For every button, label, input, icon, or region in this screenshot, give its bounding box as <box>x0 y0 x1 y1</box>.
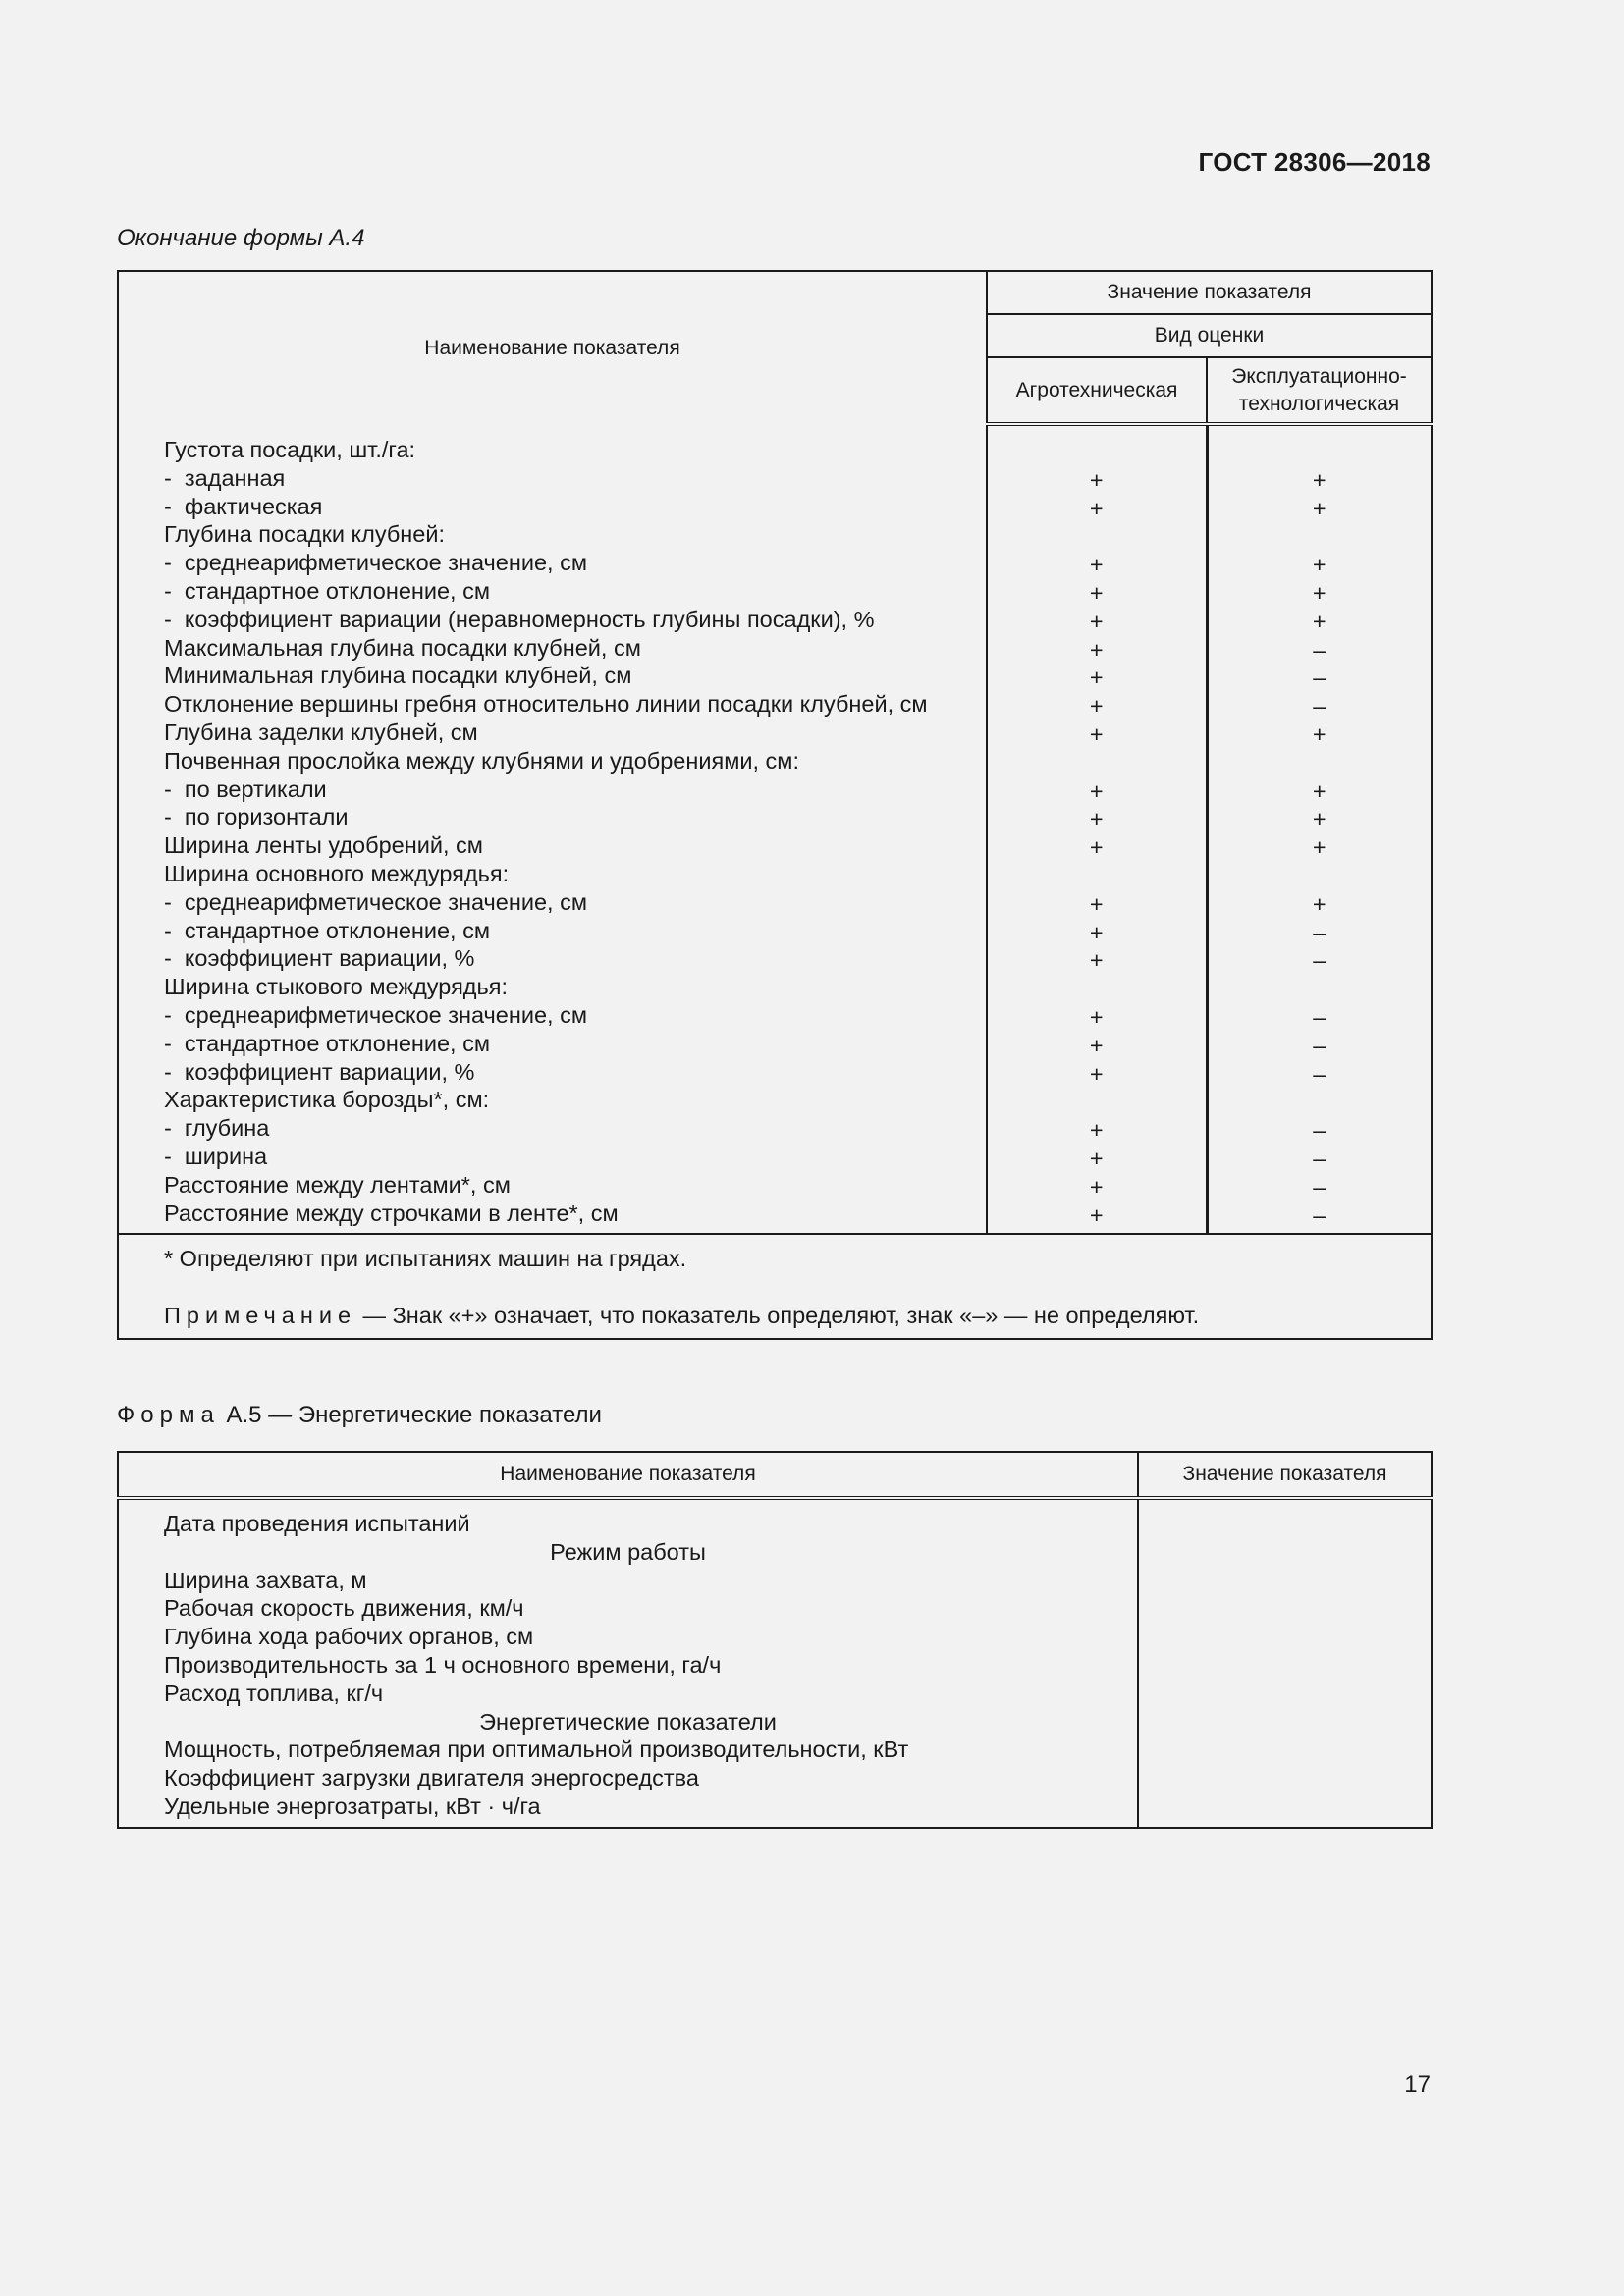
indicator-label: Ширина стыкового междурядья: <box>164 974 509 1000</box>
agro-mark: + <box>1089 806 1104 832</box>
indicator-row <box>164 1086 986 1114</box>
list-dash: - <box>164 550 185 576</box>
indicator-row: Мощность, потребляемая при оптимальной производительности, кВт <box>164 1736 909 1763</box>
exploit-mark: + <box>1312 721 1326 747</box>
list-dash: - <box>164 1030 185 1056</box>
page-number: 17 <box>1404 2071 1431 2098</box>
indicator-row: Удельные энергозатраты, кВт · ч/га <box>164 1792 541 1819</box>
agro-mark: + <box>1089 834 1104 861</box>
exploit-mark: + <box>1312 777 1326 804</box>
indicator-row <box>164 634 986 663</box>
indicator-label: Почвенная прослойка между клубнями и удобрениями, см: <box>164 747 799 774</box>
column-header-exploit-line-2: технологическая <box>1238 392 1400 415</box>
section-heading: Энергетические показатели <box>479 1708 777 1735</box>
indicator-label: Глубина заделки клубней, см <box>164 719 478 745</box>
exploit-mark: – <box>1313 1003 1326 1030</box>
indicator-row <box>164 917 986 945</box>
exploit-marks <box>1209 438 1432 1229</box>
agro-mark <box>988 522 1206 551</box>
form-a5-caption-text: А.5 — Энергетические показатели <box>219 1402 602 1428</box>
agro-mark: + <box>1089 890 1104 917</box>
indicator-row <box>164 1143 986 1171</box>
exploit-mark: + <box>1312 806 1326 832</box>
agro-mark: + <box>1089 466 1104 493</box>
indicator-row <box>164 831 986 860</box>
agro-mark <box>988 749 1206 777</box>
agro-mark: + <box>1089 1201 1104 1228</box>
indicator-row <box>164 690 986 719</box>
indicator-row: Дата проведения испытаний <box>164 1511 470 1536</box>
column-header-exploit-line-1: Эксплуатационно- <box>1231 364 1407 388</box>
exploit-mark: + <box>1312 466 1326 493</box>
indicator-label: Характеристика борозды*, см: <box>164 1087 490 1113</box>
list-dash: - <box>164 606 185 632</box>
column-header-agro: Агротехническая <box>987 357 1207 424</box>
indicator-label: по вертикали <box>184 775 327 802</box>
form-a4-table <box>117 270 1433 1340</box>
indicator-label: Расстояние между строчками в ленте*, см <box>164 1200 619 1226</box>
indicator-label: фактическая <box>184 493 323 519</box>
a5-column-header-value: Значение показателя <box>1138 1452 1432 1498</box>
note <box>164 1302 1431 1330</box>
exploit-mark <box>1209 749 1432 777</box>
agro-mark: + <box>1089 552 1104 578</box>
list-dash: - <box>164 804 185 830</box>
indicator-label: стандартное отклонение, см <box>184 1030 491 1056</box>
a5-indicator-list <box>118 1498 1138 1828</box>
a5-indicator-labels <box>119 1510 1137 1821</box>
list-dash: - <box>164 1115 185 1142</box>
indicator-row <box>164 1030 986 1058</box>
exploit-mark <box>1209 522 1432 551</box>
agro-mark: + <box>1089 665 1104 691</box>
agro-mark: + <box>1089 1117 1104 1144</box>
list-dash: - <box>164 1058 185 1085</box>
agro-column <box>987 424 1207 1234</box>
agro-mark: + <box>1089 1060 1104 1087</box>
agro-mark: + <box>1089 1173 1104 1200</box>
indicator-row: Ширина захвата, м <box>164 1567 367 1593</box>
indicator-row <box>164 577 986 606</box>
list-dash: - <box>164 464 185 491</box>
indicator-label: коэффициент вариации (неравномерность глубины посадки), % <box>184 606 875 632</box>
indicator-row <box>164 747 986 775</box>
exploit-mark: + <box>1312 495 1326 521</box>
list-dash: - <box>164 1001 185 1028</box>
agro-mark <box>988 438 1206 466</box>
note-text: — Знак «+» означает, что показатель определяют, знак «–» — не определяют. <box>356 1303 1200 1329</box>
exploit-mark: + <box>1312 890 1326 917</box>
agro-mark: + <box>1089 1145 1104 1171</box>
list-dash: - <box>164 775 185 802</box>
list-dash: - <box>164 577 185 604</box>
indicator-row <box>164 1001 986 1030</box>
exploit-mark: – <box>1313 1145 1326 1171</box>
indicator-label: ширина <box>184 1143 268 1169</box>
exploit-mark: – <box>1313 1201 1326 1228</box>
exploit-mark: – <box>1313 1117 1326 1144</box>
a5-column-header-name: Наименование показателя <box>118 1452 1138 1498</box>
indicator-list <box>118 424 987 1234</box>
agro-mark: + <box>1089 636 1104 663</box>
column-header-name: Наименование показателя <box>424 336 680 359</box>
indicator-row: Коэффициент загрузки двигателя энергосредства <box>164 1765 699 1791</box>
indicator-row <box>164 493 986 521</box>
indicator-label: среднеарифметическое значение, см <box>184 888 587 915</box>
indicator-row <box>164 860 986 888</box>
agro-marks <box>988 438 1206 1229</box>
indicator-row <box>164 803 986 831</box>
indicator-label: стандартное отклонение, см <box>184 917 491 943</box>
indicator-label: стандартное отклонение, см <box>184 577 491 604</box>
indicator-row <box>164 464 986 493</box>
indicator-label: среднеарифметическое значение, см <box>184 550 587 576</box>
indicator-label: коэффициент вариации, % <box>184 1058 475 1085</box>
indicator-row: Рабочая скорость движения, км/ч <box>164 1595 524 1622</box>
column-header-value: Значение показателя <box>987 271 1432 314</box>
indicator-label: среднеарифметическое значение, см <box>184 1001 587 1028</box>
indicator-labels <box>119 436 986 1227</box>
column-header-exploit <box>1207 357 1432 424</box>
indicator-row <box>164 549 986 577</box>
column-header-assessment: Вид оценки <box>987 314 1432 357</box>
indicator-label: Отклонение вершины гребня относительно линии посадки клубней, см <box>164 691 928 718</box>
exploit-mark: – <box>1313 665 1326 691</box>
exploit-mark: – <box>1313 919 1326 945</box>
list-dash: - <box>164 917 185 943</box>
indicator-label: коэффициент вариации, % <box>184 945 475 972</box>
list-dash: - <box>164 1143 185 1169</box>
agro-mark: + <box>1089 579 1104 606</box>
exploit-mark <box>1209 975 1432 1003</box>
indicator-row <box>164 1114 986 1143</box>
indicator-row <box>164 1171 986 1200</box>
indicator-row: Глубина хода рабочих органов, см <box>164 1624 534 1650</box>
form-a5-caption-label: Форма <box>117 1402 220 1428</box>
exploit-mark: – <box>1313 1060 1326 1087</box>
agro-mark: + <box>1089 1032 1104 1058</box>
exploit-mark: – <box>1313 1173 1326 1200</box>
list-dash: - <box>164 493 185 519</box>
agro-mark: + <box>1089 495 1104 521</box>
exploit-mark: – <box>1313 636 1326 663</box>
agro-mark: + <box>1089 721 1104 747</box>
exploit-mark <box>1209 438 1432 466</box>
exploit-mark: – <box>1313 1032 1326 1058</box>
indicator-label: Максимальная глубина посадки клубней, см <box>164 634 641 661</box>
indicator-row: Производительность за 1 ч основного времени, га/ч <box>164 1651 722 1678</box>
agro-mark <box>988 1088 1206 1116</box>
form-a5-caption <box>117 1402 602 1429</box>
indicator-row: Расход топлива, кг/ч <box>164 1680 384 1706</box>
a5-value-column <box>1138 1498 1432 1828</box>
note-label: Примечание <box>164 1303 357 1329</box>
indicator-label: глубина <box>184 1115 270 1142</box>
agro-mark: + <box>1089 608 1104 634</box>
exploit-mark: + <box>1312 552 1326 578</box>
section-heading: Режим работы <box>550 1538 706 1565</box>
indicator-row <box>164 719 986 747</box>
indicator-label: Ширина ленты удобрений, см <box>164 832 483 859</box>
document-standard-number: ГОСТ 28306—2018 <box>1198 147 1431 177</box>
footnote: * Определяют при испытаниях машин на грядах. <box>164 1246 687 1272</box>
list-dash: - <box>164 888 185 915</box>
exploit-mark: – <box>1313 693 1326 720</box>
table-notes <box>118 1234 1432 1339</box>
indicator-row <box>164 944 986 973</box>
form-a5-table <box>117 1451 1433 1829</box>
agro-mark <box>988 975 1206 1003</box>
indicator-label: по горизонтали <box>184 804 349 830</box>
exploit-column <box>1207 424 1432 1234</box>
indicator-row <box>164 606 986 634</box>
exploit-mark: – <box>1313 947 1326 974</box>
indicator-label: Глубина посадки клубней: <box>164 521 445 548</box>
exploit-mark: + <box>1312 834 1326 861</box>
indicator-row <box>164 973 986 1001</box>
indicator-label: заданная <box>184 464 286 491</box>
list-dash: - <box>164 945 185 972</box>
indicator-label: Минимальная глубина посадки клубней, см <box>164 663 632 689</box>
indicator-label: Густота посадки, шт./га: <box>164 437 416 462</box>
indicator-row <box>164 1058 986 1087</box>
indicator-label: Расстояние между лентами*, см <box>164 1171 511 1198</box>
agro-mark: + <box>1089 947 1104 974</box>
exploit-mark <box>1209 862 1432 890</box>
exploit-mark: + <box>1312 608 1326 634</box>
agro-mark: + <box>1089 777 1104 804</box>
exploit-mark <box>1209 1088 1432 1116</box>
indicator-label: Ширина основного междурядья: <box>164 860 510 886</box>
form-a4-caption: Окончание формы А.4 <box>117 225 365 251</box>
agro-mark: + <box>1089 919 1104 945</box>
exploit-mark: + <box>1312 579 1326 606</box>
agro-mark <box>988 862 1206 890</box>
indicator-row <box>164 775 986 804</box>
indicator-row <box>164 662 986 690</box>
indicator-row <box>164 436 986 464</box>
indicator-row <box>164 888 986 917</box>
agro-mark: + <box>1089 1003 1104 1030</box>
indicator-row <box>164 1200 986 1228</box>
indicator-row <box>164 520 986 549</box>
agro-mark: + <box>1089 693 1104 720</box>
